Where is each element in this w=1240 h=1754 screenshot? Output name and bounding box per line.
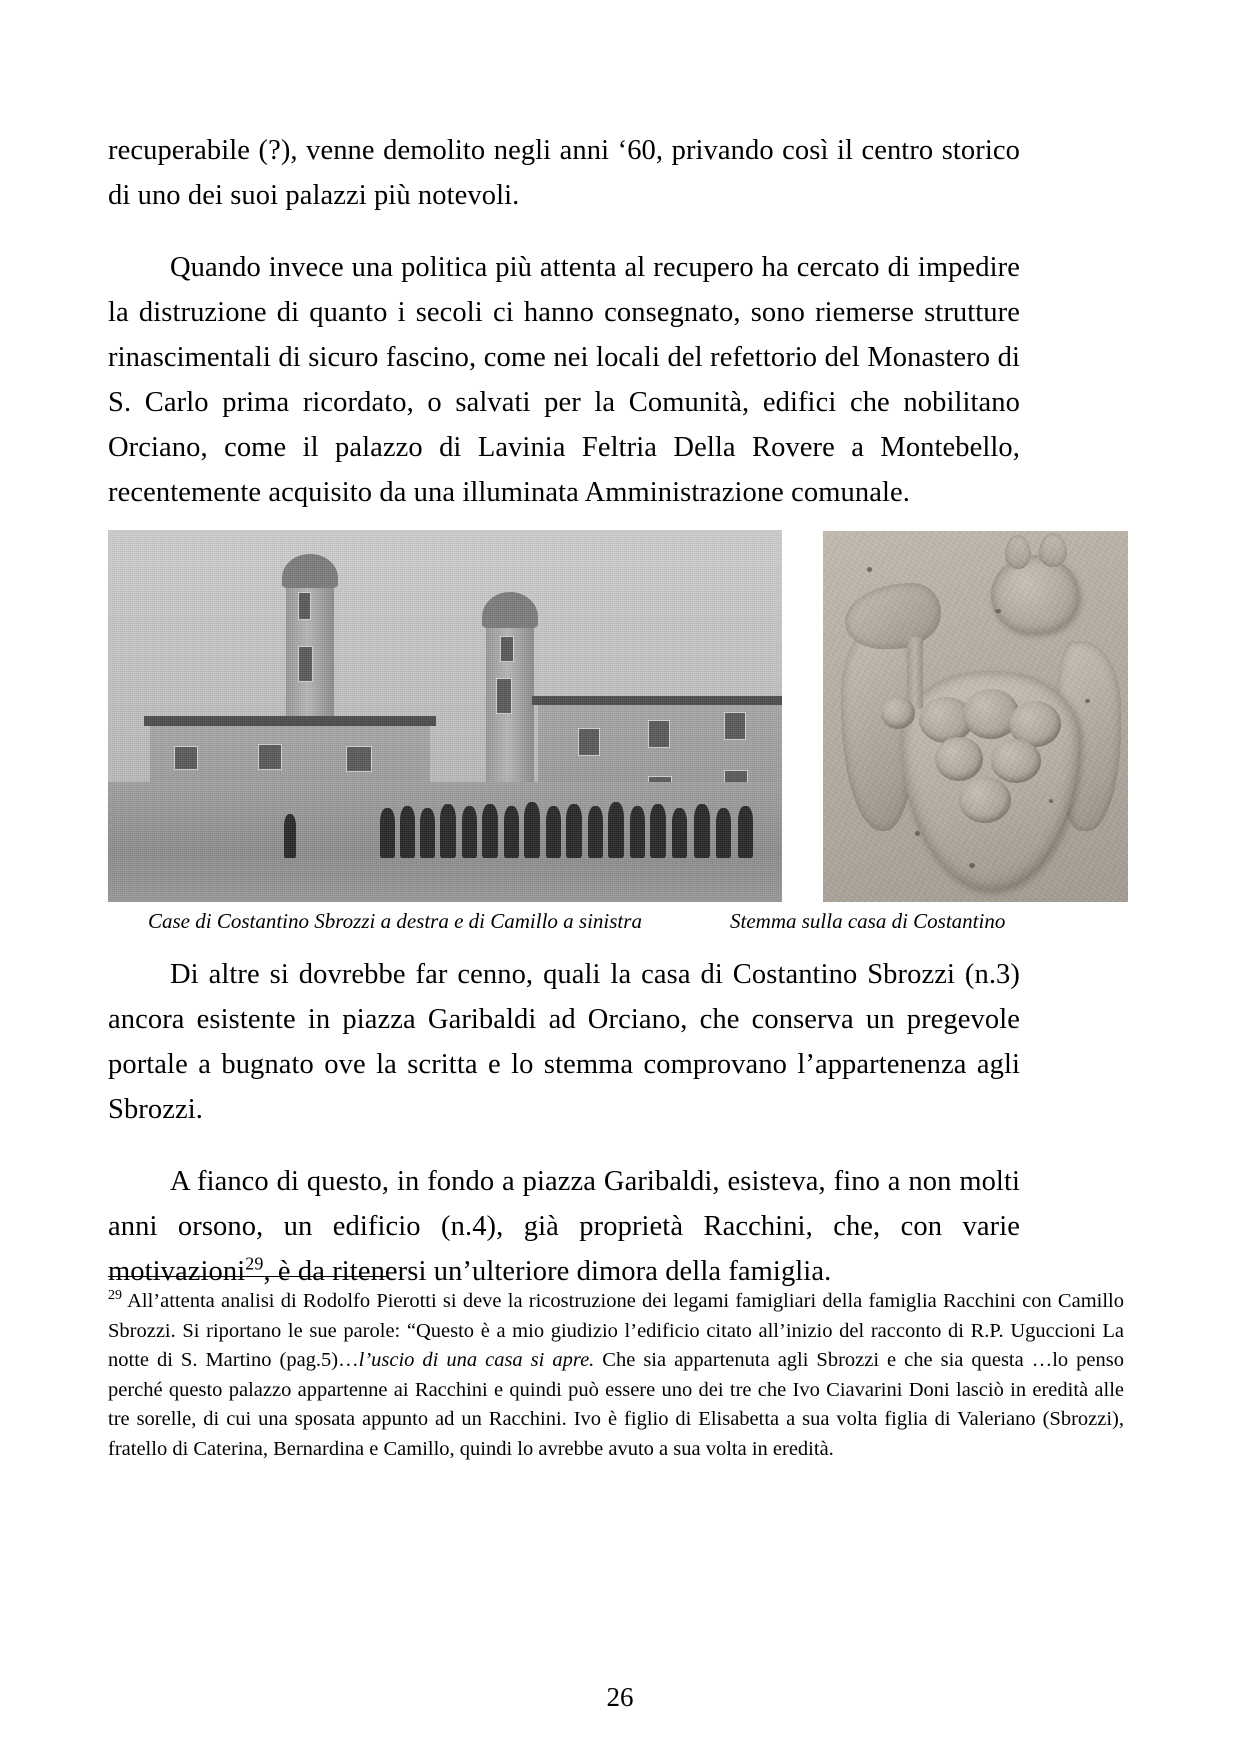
figure-captions xyxy=(108,908,1128,938)
figure-row xyxy=(108,530,1128,902)
page-number: 26 xyxy=(606,1682,634,1712)
footnote-reference-29[interactable]: 29 xyxy=(245,1253,264,1274)
footnote-quote-italic: l’uscio di una casa si apre. xyxy=(358,1349,595,1371)
footnote-text-part1: All’attenta analisi di Rodolfo Pierotti si deve la ricostruzione dei legami famigliari della famiglia Racchini con Camillo Sbrozzi. Si riportano le sue parole: “Questo è a mio giudizio l’edificio citato all’inizio del racconto di R.P. Uguccioni La notte di S. Martino (pag.5)… xyxy=(108,1290,1124,1371)
photo-stemma-costantino xyxy=(823,531,1128,902)
footnote-separator-rule xyxy=(108,1276,388,1277)
paragraph-4 xyxy=(108,1159,1020,1294)
footnote-marker-29: 29 xyxy=(108,1288,122,1304)
caption-left: Case di Costantino Sbrozzi a destra e di Camillo a sinistra xyxy=(148,909,642,933)
footnote-29 xyxy=(108,1287,1124,1464)
paragraph-4-part1: A fianco di questo, in fondo a piazza Garibaldi, esisteva, fino a non molti anni orsono, un edificio (n.4), già proprietà Racchini, che, con varie motivazioni xyxy=(108,1166,1020,1287)
photo-piazza-sbrozzi xyxy=(108,530,782,902)
footnote-text-part2: Che sia appartenuta agli Sbrozzi e che sia questa …lo penso perché questo palazzo appartenne ai Racchini e quindi può essere uno dei tre che Ivo Ciavarini Doni lasciò in eredità alle tre sorelle, di cui una sposata appunto ad un Racchini. Ivo è figlio di Elisabetta a sua volta figlia di Valeriano (Sbrozzi), fratello di Caterina, Bernardina e Camillo, quindi lo avrebbe avuto a sua volta in eredità. xyxy=(108,1349,1124,1460)
photo-grain-overlay xyxy=(108,530,782,902)
paragraph-4-part2: , è da ritenersi un’ulteriore dimora della famiglia. xyxy=(263,1256,832,1287)
paragraph-3: Di altre si dovrebbe far cenno, quali la casa di Costantino Sbrozzi (n.3) ancora esistente in piazza Garibaldi ad Orciano, che conserva un pregevole portale a bugnato ove la scritta e lo stemma comprovano l’appartenenza agli Sbrozzi. xyxy=(108,959,1020,1125)
footnote-block xyxy=(108,1276,1124,1464)
paragraph-1: recuperabile (?), venne demolito negli anni ‘60, privando così il centro storico di uno dei suoi palazzi più notevoli. xyxy=(108,135,1020,211)
body-text-bottom xyxy=(108,952,1020,1294)
body-text-top xyxy=(108,128,1020,515)
stone-grain-overlay xyxy=(823,531,1128,902)
paragraph-2: Quando invece una politica più attenta al recupero ha cercato di impedire la distruzione di quanto i secoli ci hanno consegnato, sono riemerse strutture rinascimentali di sicuro fascino, come nei locali del refettorio del Monastero di S. Carlo prima ricordato, o salvati per la Comunità, edifici che nobilitano Orciano, come il palazzo di Lavinia Feltria Della Rovere a Montebello, recentemente acquisito da una illuminata Amministrazione comunale. xyxy=(108,252,1020,508)
caption-right: Stemma sulla casa di Costantino xyxy=(730,909,1006,933)
